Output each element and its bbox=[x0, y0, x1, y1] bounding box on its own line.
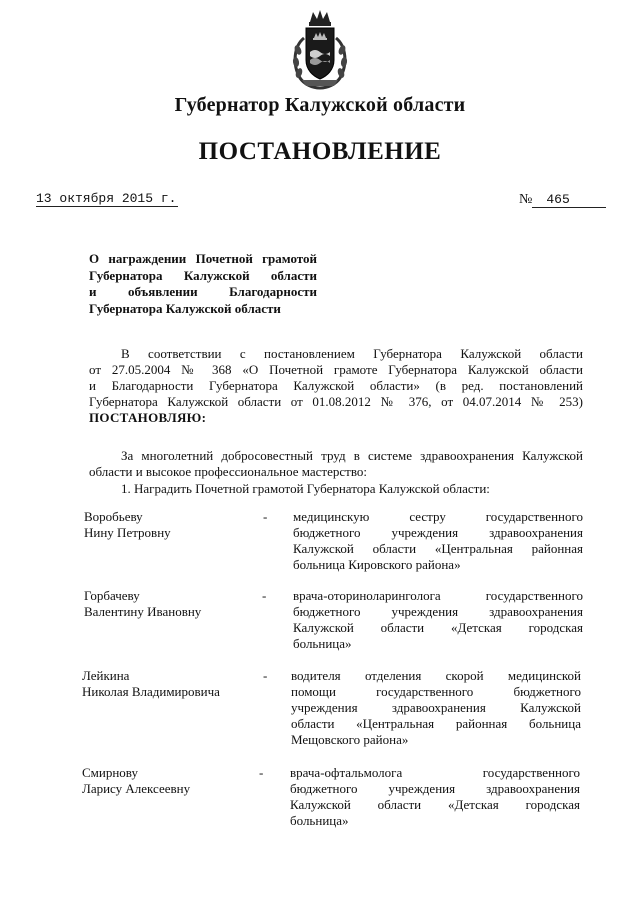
issuer-title: Губернатор Калужской области bbox=[174, 94, 466, 116]
awardee-name bbox=[84, 588, 234, 620]
position-line: Калужской области «Детская городская bbox=[293, 620, 583, 635]
position-line: медицинскую сестру государственного bbox=[293, 509, 583, 524]
reason-paragraph bbox=[89, 448, 583, 480]
awardee-surname: Лейкина bbox=[82, 668, 130, 683]
dash-separator: - bbox=[259, 765, 264, 780]
awardee-surname: Воробьеву bbox=[84, 509, 143, 524]
position-line: помощи государственного бюджетного bbox=[291, 684, 581, 699]
position-line: больница Кировского района» bbox=[293, 557, 461, 572]
preamble-line: и Благодарности Губернатора Калужской области» (в ред. постановлений bbox=[89, 378, 583, 393]
awardee-given-names: Николая Владимировича bbox=[82, 684, 220, 699]
preamble-line: Губернатора Калужской области от 01.08.2012 № 376, от 04.07.2014 № 253) bbox=[89, 394, 583, 409]
subject-line: Губернатора Калужской области bbox=[89, 267, 317, 283]
subject-line: О награждении Почетной грамотой bbox=[89, 251, 317, 266]
position-line: врача-офтальмолога государственного bbox=[290, 765, 580, 780]
position-line: врача-оториноларинголога государственного bbox=[293, 588, 583, 603]
preamble-line: от 27.05.2004 № 368 «О Почетной грамоте Губернатора Калужской области bbox=[89, 362, 583, 377]
awardee-name bbox=[82, 765, 232, 797]
awardee-given-names: Валентину Ивановну bbox=[84, 604, 202, 619]
position-line: Мещовского района» bbox=[291, 732, 409, 747]
awardee-position bbox=[290, 765, 580, 829]
awardee-name bbox=[84, 509, 234, 541]
resolve-word: ПОСТАНОВЛЯЮ: bbox=[89, 410, 207, 425]
position-line: бюджетного учреждения здравоохранения bbox=[290, 781, 580, 796]
awardee-given-names: Нину Петровну bbox=[84, 525, 171, 540]
position-line: Калужской области «Детская городская bbox=[290, 797, 580, 812]
preamble-paragraph bbox=[89, 346, 583, 426]
award-item-heading: 1. Наградить Почетной грамотой Губернатора Калужской области: bbox=[121, 481, 490, 496]
position-line: области «Центральная районная больница bbox=[291, 716, 581, 731]
dash-separator: - bbox=[262, 588, 267, 603]
number-sign: № bbox=[519, 192, 533, 207]
coat-of-arms-emblem bbox=[284, 8, 356, 92]
document-number-field bbox=[519, 192, 606, 208]
position-line: больница» bbox=[290, 813, 349, 828]
position-line: больница» bbox=[293, 636, 352, 651]
position-line: Калужской области «Центральная районная bbox=[293, 541, 583, 556]
awardee-surname: Смирнову bbox=[82, 765, 139, 780]
document-number: 465 bbox=[532, 192, 606, 208]
subject-line: Губернатора Калужской области bbox=[89, 300, 281, 316]
reason-line: За многолетний добросовестный труд в системе здравоохранения Калужской bbox=[121, 448, 583, 463]
position-line: бюджетного учреждения здравоохранения bbox=[293, 525, 583, 540]
reason-line: области и высокое профессиональное мастерство: bbox=[89, 464, 367, 479]
awardee-surname: Горбачеву bbox=[84, 588, 140, 603]
awardee-name bbox=[82, 668, 232, 700]
dash-separator: - bbox=[263, 509, 268, 524]
awardee-position bbox=[293, 588, 583, 652]
preamble-line: В соответствии с постановлением Губернатора Калужской области bbox=[121, 346, 583, 361]
subject-line: и объявлении Благодарности bbox=[89, 284, 317, 299]
document-type-title: ПОСТАНОВЛЕНИЕ bbox=[198, 138, 442, 165]
document-date: 13 октября 2015 г. bbox=[36, 191, 177, 206]
dash-separator: - bbox=[263, 668, 268, 683]
awardee-position bbox=[293, 509, 583, 573]
position-line: водителя отделения скорой медицинской bbox=[291, 668, 581, 683]
awardee-position bbox=[291, 668, 581, 748]
position-line: бюджетного учреждения здравоохранения bbox=[293, 604, 583, 619]
position-line: учреждения здравоохранения Калужской bbox=[291, 700, 581, 715]
awardee-given-names: Ларису Алексеевну bbox=[82, 781, 191, 796]
document-subject bbox=[89, 251, 317, 317]
